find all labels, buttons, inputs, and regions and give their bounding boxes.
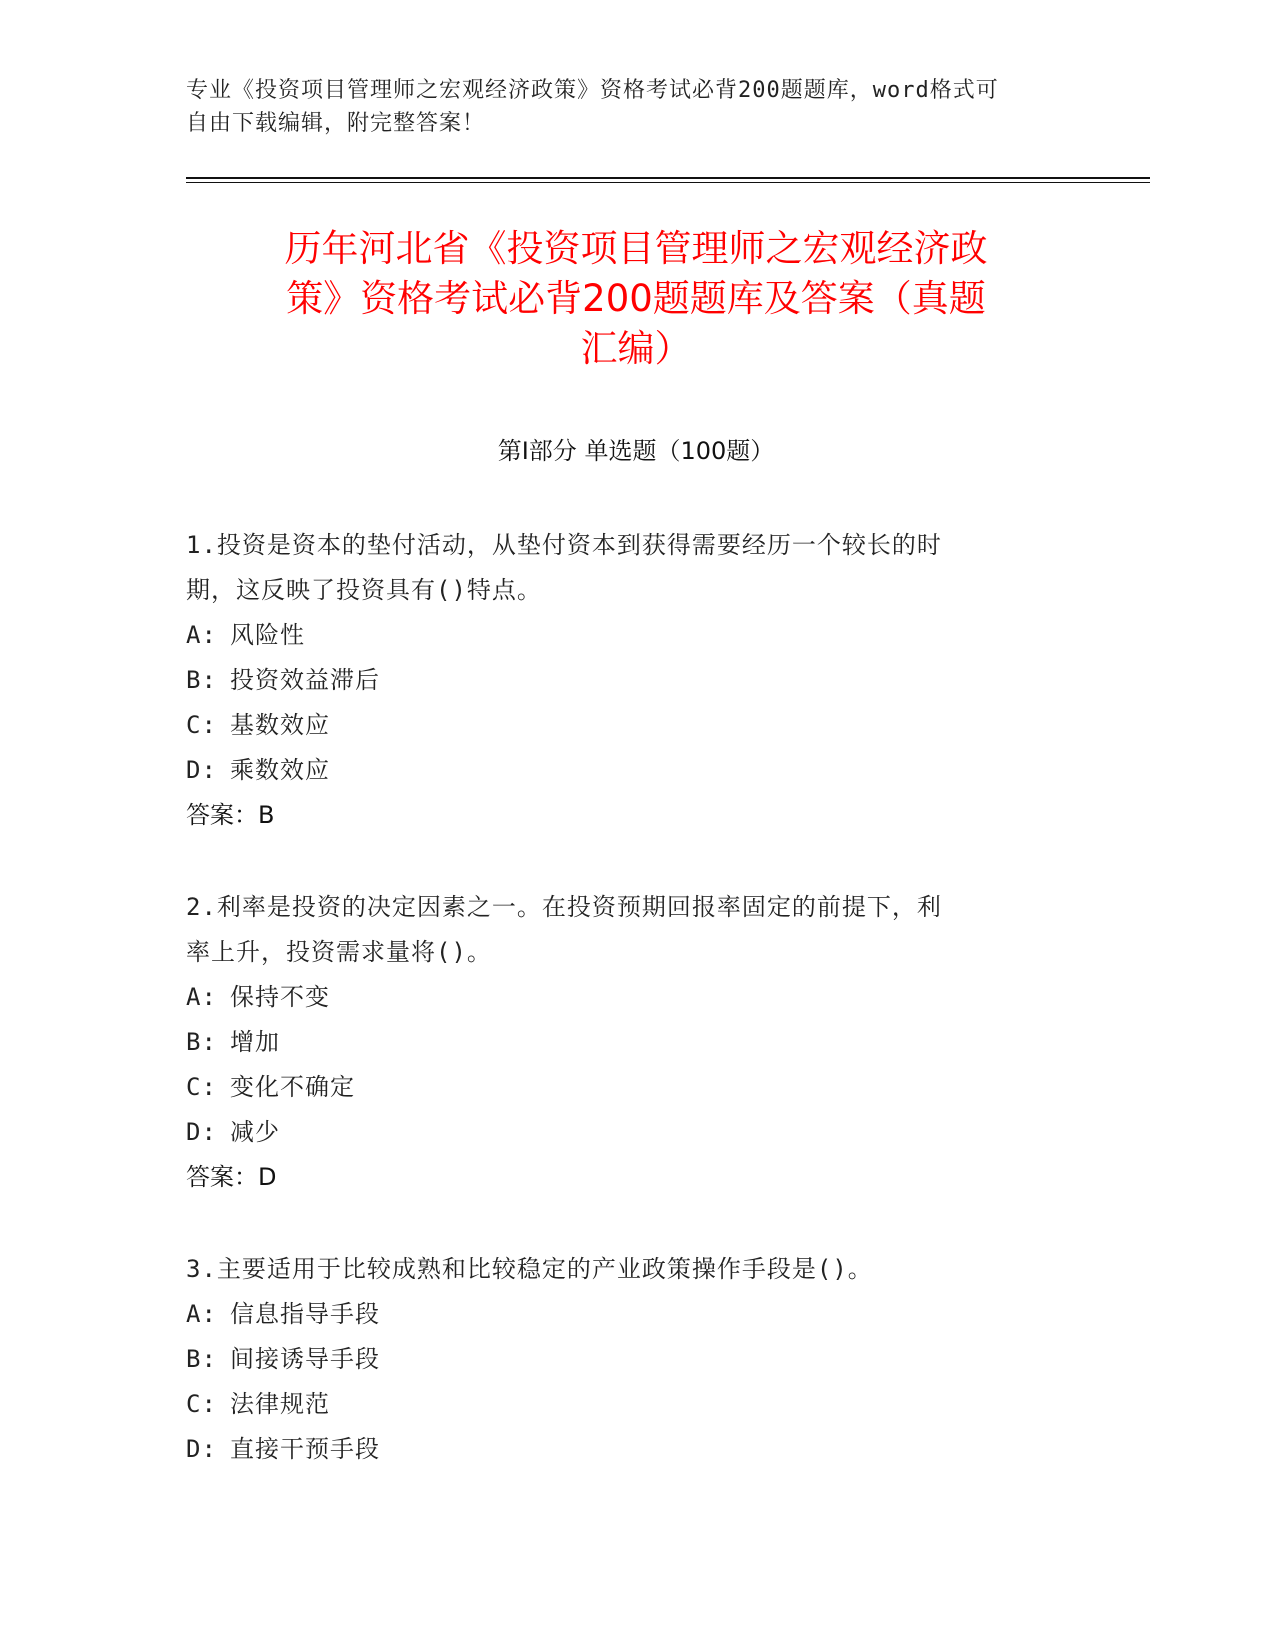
question-2 [186, 885, 1066, 1200]
header-divider-thick [186, 177, 1150, 179]
option-b [186, 1337, 1066, 1382]
document-title-line-2: 策》资格考试必背200题题库及答案（真题 [286, 277, 986, 320]
option-d [186, 748, 1066, 793]
option-key: C: [186, 1073, 217, 1101]
option-text: 增加 [230, 1028, 280, 1056]
option-key: D: [186, 756, 217, 784]
option-key: B: [186, 1345, 217, 1373]
option-key: A: [186, 983, 217, 1011]
header-note [186, 74, 1066, 140]
question-stem-line-1: 2.利率是投资的决定因素之一。在投资预期回报率固定的前提下，利 [186, 893, 942, 921]
option-text: 基数效应 [230, 711, 330, 739]
option-c [186, 1382, 1066, 1427]
question-stem-line-2: 期，这反映了投资具有()特点。 [186, 576, 542, 604]
option-a [186, 975, 1066, 1020]
option-a [186, 1292, 1066, 1337]
question-stem-line-1: 1.投资是资本的垫付活动，从垫付资本到获得需要经历一个较长的时 [186, 531, 942, 559]
option-text: 间接诱导手段 [230, 1345, 380, 1373]
section-heading: 第Ⅰ部分 单选题（100题） [497, 437, 775, 465]
header-divider-thin [186, 182, 1150, 183]
question-stem-line-2: 率上升，投资需求量将()。 [186, 938, 492, 966]
option-text: 变化不确定 [230, 1073, 355, 1101]
question-1 [186, 523, 1066, 838]
document-title [186, 224, 1086, 374]
option-text: 直接干预手段 [230, 1435, 380, 1463]
option-c [186, 1065, 1066, 1110]
option-b [186, 1020, 1066, 1065]
option-key: D: [186, 1118, 217, 1146]
option-key: B: [186, 1028, 217, 1056]
option-text: 减少 [230, 1118, 280, 1146]
question-3 [186, 1247, 1066, 1472]
document-title-line-3: 汇编） [580, 327, 692, 370]
option-key: C: [186, 711, 217, 739]
option-key: B: [186, 666, 217, 694]
option-c [186, 703, 1066, 748]
option-key: A: [186, 1300, 217, 1328]
question-stem [186, 885, 1066, 975]
header-note-line-2: 自由下载编辑，附完整答案！ [186, 111, 486, 136]
option-d [186, 1427, 1066, 1472]
option-text: 风险性 [230, 621, 305, 649]
option-text: 投资效益滞后 [230, 666, 380, 694]
question-stem-line-1: 3.主要适用于比较成熟和比较稳定的产业政策操作手段是()。 [186, 1255, 873, 1283]
header-note-line-1: 专业《投资项目管理师之宏观经济政策》资格考试必背200题题库，word格式可 [186, 78, 999, 103]
option-d [186, 1110, 1066, 1155]
answer-line: 答案：D [186, 1163, 277, 1191]
question-stem [186, 1247, 1066, 1292]
option-text: 保持不变 [230, 983, 330, 1011]
option-b [186, 658, 1066, 703]
answer-line: 答案：B [186, 801, 275, 829]
option-text: 乘数效应 [230, 756, 330, 784]
document-title-line-1: 历年河北省《投资项目管理师之宏观经济政 [284, 227, 988, 270]
option-text: 信息指导手段 [230, 1300, 380, 1328]
option-text: 法律规范 [230, 1390, 330, 1418]
question-stem [186, 523, 1066, 613]
option-key: A: [186, 621, 217, 649]
option-key: D: [186, 1435, 217, 1463]
option-a [186, 613, 1066, 658]
option-key: C: [186, 1390, 217, 1418]
